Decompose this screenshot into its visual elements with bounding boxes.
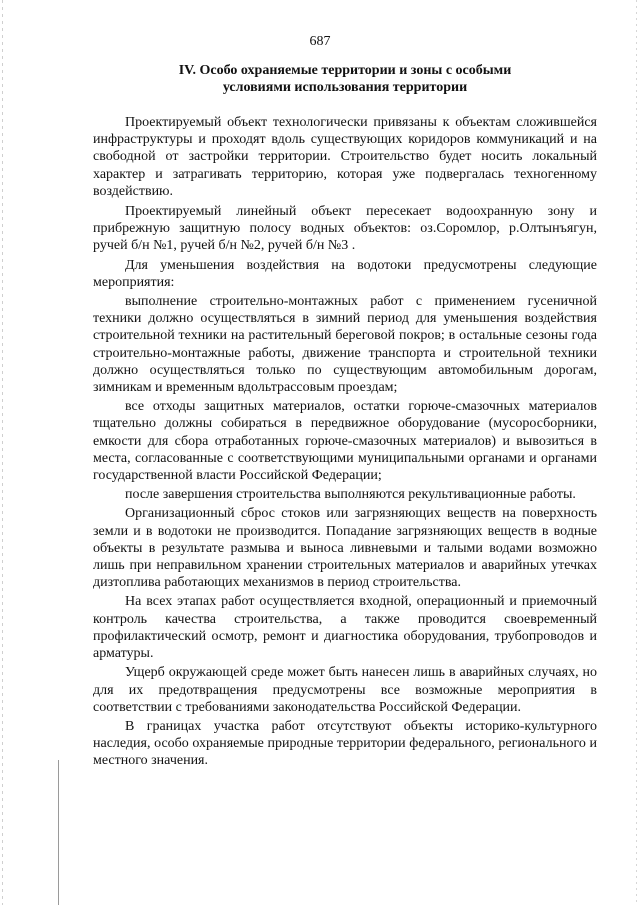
section-title — [90, 62, 600, 96]
paragraph-measure-recultivation: после завершения строительства выполняются рекультивационные работы. — [125, 487, 576, 503]
paragraph-quality-control: На всех этапах работ осуществляется входной, операционный и приемочный контроль качества строительства, а также проводится своевременный профилактический осмотр, ремонт и диагностика оборудования, трубопроводов и арматуры. — [93, 594, 597, 662]
paragraph-environmental-damage: Ущерб окружающей среде может быть нанесен лишь в аварийных случаях, но для их предотвращения предусмотрены все возможные мероприятия в соответствии с требованиями законодательства Российской Федерации. — [93, 665, 597, 715]
page-number: 687 — [309, 34, 331, 49]
paragraph-discharge: Организационный сброс стоков или загрязняющих веществ на поверхность земли и в водотоки не производится. Попадание загрязняющих веществ в водные объекты в результате размыва и выноса ливневыми и талыми водами возможно лишь при неправильном хранении строительных материалов и аварийных утечках дизтоплива работающих механизмов в период строительства. — [93, 506, 597, 591]
scan-edge-left — [2, 0, 3, 905]
paragraph-measures-intro: Для уменьшения воздействия на водотоки предусмотрены следующие мероприятия: — [93, 257, 597, 290]
paragraph-water-objects: Проектируемый линейный объект пересекает водоохранную зону и прибрежную защитную полосу водных объектов: оз.Соромлор, р.Олтынъягун, ручей б/н №1, ручей б/н №2, ручей б/н №3 . — [93, 204, 597, 254]
section-title-line-1: IV. Особо охраняемые территории и зоны с особыми — [178, 63, 512, 78]
section-title-line-2: условиями использования территории — [222, 80, 468, 95]
paragraph-measure-tracked-equipment: выполнение строительно-монтажных работ с применением гусеничной техники должно осуществляться в зимний период для уменьшения воздействия строительной техники на растительный береговой покров; в остальные сезоны года строительно-монтажные работы, движение транспорта и строительной техники должно осуществляться только по существующим автомобильным дорогам, зимникам и временным вдольтрассовым проездам; — [93, 294, 597, 396]
margin-line — [58, 760, 59, 905]
paragraph-project-overview: Проектируемый объект технологически привязаны к объектам сложившейся инфраструктуры и проходят вдоль существующих коридоров коммуникаций и на свободной от застройки территории. Строительство будет носить локальный характер и затрагивать территорию, которая уже подвергалась техногенному воздействию. — [93, 115, 597, 199]
scan-edge-right — [636, 0, 637, 905]
document-body — [93, 114, 597, 772]
paragraph-measure-waste-collection: все отходы защитных материалов, остатки горюче-смазочных материалов тщательно должны собираться в передвижное оборудование (мусоросборники, емкости для сбора отработанных горюче-смазочных материалов) и вывозиться в места, согласованные с соответствующими муниципальными органами и органами государственной власти Российской Федерации; — [93, 399, 597, 484]
paragraph-cultural-heritage: В границах участка работ отсутствуют объекты историко-культурного наследия, особо охраняемые природные территории федерального, регионального и местного значения. — [93, 718, 597, 769]
